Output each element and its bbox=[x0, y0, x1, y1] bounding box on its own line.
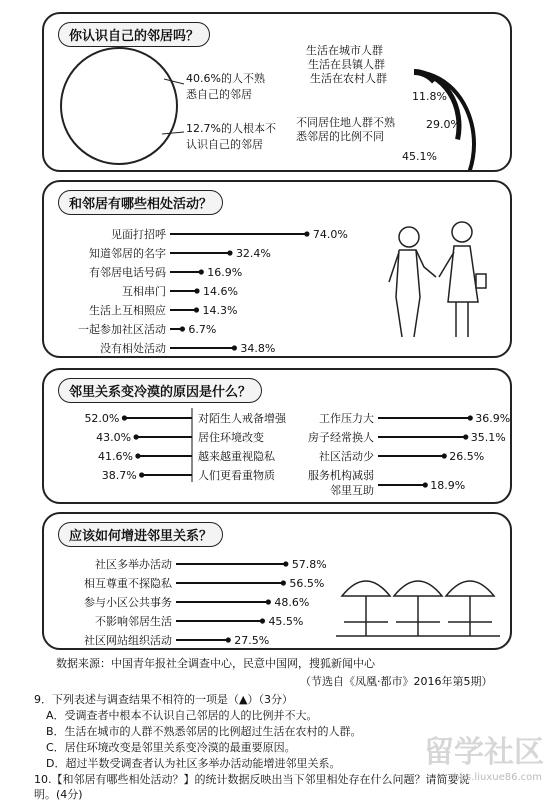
category-label: 参与小区公共事务 bbox=[84, 596, 172, 609]
bar-end-dot bbox=[260, 618, 265, 623]
arc-value-label-2: 11.8% bbox=[412, 90, 447, 103]
arc-annotation-line1: 不同居住地人群不熟 bbox=[296, 116, 395, 129]
watermark-url: bbs.liuxue86.com bbox=[453, 772, 542, 783]
improve-chart bbox=[44, 514, 510, 648]
value-label: 32.4% bbox=[235, 247, 271, 260]
question-9-option-d: D．超过半数受调查者认为社区多举办活动能增进邻里关系。 bbox=[46, 757, 341, 770]
category-label: 互相串门 bbox=[122, 285, 166, 298]
category-label: 社区多举办活动 bbox=[95, 558, 172, 571]
pie-slice-label-1b: 悉自己的邻居 bbox=[186, 88, 252, 101]
value-label: 48.6% bbox=[274, 596, 310, 609]
pie-circle bbox=[61, 48, 177, 164]
bar-end-dot bbox=[468, 415, 473, 420]
bar-end-dot bbox=[304, 231, 309, 236]
chart-title-activities: 和邻居有哪些相处活动？ bbox=[58, 190, 223, 215]
handshake-illustration bbox=[389, 222, 486, 337]
bar-end-dot bbox=[180, 326, 185, 331]
panel-activities bbox=[42, 180, 512, 358]
bar-end-dot bbox=[199, 269, 204, 274]
category-label: 居住环境改变 bbox=[198, 431, 264, 444]
category-label: 一起参加社区活动 bbox=[78, 323, 166, 336]
bar-end-dot bbox=[139, 472, 144, 477]
reasons-chart bbox=[44, 370, 510, 502]
category-label: 没有相处活动 bbox=[100, 342, 166, 355]
category-label: 知道邻居的名字 bbox=[89, 247, 166, 260]
pie-slice-label-2b: 认识自己的邻居 bbox=[186, 138, 263, 151]
category-label: 社区活动少 bbox=[319, 450, 374, 463]
question-9-option-c: C．居住环境改变是邻里关系变冷漠的最重要原因。 bbox=[46, 741, 296, 754]
value-label: 41.6% bbox=[97, 450, 133, 463]
bar-end-dot bbox=[134, 434, 139, 439]
question-9: 9．下列表述与调查结果不相符的一项是（▲）（3分） bbox=[34, 693, 293, 706]
panel-improve bbox=[42, 512, 512, 650]
arc-series-name-0: 生活在城市人群 bbox=[306, 44, 383, 57]
category-label: 社区网站组织活动 bbox=[84, 634, 172, 647]
bar-end-dot bbox=[135, 453, 140, 458]
chart-title-know-neighbors: 你认识自己的邻居吗？ bbox=[58, 22, 210, 47]
arc-series-name-1: 生活在县镇人群 bbox=[308, 58, 385, 71]
value-label: 14.6% bbox=[203, 285, 238, 298]
bar-end-dot bbox=[442, 453, 447, 458]
bar-end-dot bbox=[194, 288, 199, 293]
bar-end-dot bbox=[232, 345, 237, 350]
value-label: 43.0% bbox=[96, 431, 132, 444]
value-label: 18.9% bbox=[430, 479, 466, 492]
bar-end-dot bbox=[194, 307, 199, 312]
question-9-option-b: B．生活在城市的人群不熟悉邻居的比例超过生活在农村的人群。 bbox=[46, 725, 362, 738]
category-label: 服务机构减弱 bbox=[308, 469, 374, 482]
value-label: 14.3% bbox=[202, 304, 238, 317]
question-10-line2: 明。(4分) bbox=[34, 788, 83, 801]
category-label: 有邻居电话号码 bbox=[89, 266, 166, 279]
question-10-line1: 10.【和邻居有哪些相处活动？】的统计数据反映出当下邻里相处存在什么问题？请简要说 bbox=[34, 773, 470, 786]
bar-end-dot bbox=[266, 599, 271, 604]
value-label: 34.8% bbox=[240, 342, 276, 355]
umbrella-table-illustration bbox=[336, 581, 500, 636]
value-label: 57.8% bbox=[291, 558, 327, 571]
arc-value-label-0: 45.1% bbox=[402, 150, 437, 163]
category-label: 见面打招呼 bbox=[111, 228, 166, 241]
value-label: 26.5% bbox=[449, 450, 485, 463]
value-label: 35.1% bbox=[470, 431, 506, 444]
value-label: 27.5% bbox=[234, 634, 270, 647]
value-label: 38.7% bbox=[101, 469, 137, 482]
bar-end-dot bbox=[226, 637, 231, 642]
bar-end-dot bbox=[463, 434, 468, 439]
value-label: 52.0% bbox=[84, 412, 120, 425]
panel-reasons bbox=[42, 368, 512, 504]
pie-slice-label-1a: 40.6%的人不熟 bbox=[186, 72, 265, 85]
question-9-option-a: A．受调查者中根本不认识自己邻居的人的比例并不大。 bbox=[46, 709, 318, 722]
data-source: 数据来源：中国青年报社全调查中心，民意中国网，搜狐新闻中心 bbox=[56, 657, 375, 670]
arc-annotation-line2: 悉邻居的比例不同 bbox=[296, 130, 384, 143]
chart-title-reasons: 邻里关系变冷漠的原因是什么？ bbox=[58, 378, 262, 403]
bar-end-dot bbox=[227, 250, 232, 255]
activities-chart bbox=[44, 182, 510, 356]
value-label: 74.0% bbox=[312, 228, 348, 241]
category-label: 相互尊重不探隐私 bbox=[84, 577, 172, 590]
bar-end-dot bbox=[283, 561, 288, 566]
category-label: 不影响邻居生活 bbox=[95, 615, 172, 628]
bar-end-dot bbox=[281, 580, 286, 585]
bar-end-dot bbox=[122, 415, 127, 420]
watermark-logo: 留学社区 bbox=[424, 735, 544, 770]
value-label: 36.9% bbox=[475, 412, 510, 425]
category-label: 房子经常换人 bbox=[308, 431, 374, 444]
category-label: 对陌生人戒备增强 bbox=[198, 412, 286, 425]
chart-title-improve: 应该如何增进邻里关系？ bbox=[58, 522, 223, 547]
value-label: 16.9% bbox=[207, 266, 243, 279]
category-label: 人们更看重物质 bbox=[198, 469, 275, 482]
arc-series-name-2: 生活在农村人群 bbox=[310, 72, 387, 85]
know-neighbors-chart bbox=[44, 14, 510, 170]
value-label: 56.5% bbox=[289, 577, 325, 590]
pie-leader-1 bbox=[164, 79, 184, 84]
category-label: 生活上互相照应 bbox=[89, 304, 166, 317]
value-label: 45.5% bbox=[268, 615, 304, 628]
panel-know-neighbors bbox=[42, 12, 512, 172]
category-label-cont: 邻里互助 bbox=[330, 484, 374, 497]
category-label: 工作压力大 bbox=[319, 412, 374, 425]
category-label: 越来越重视隐私 bbox=[198, 450, 275, 463]
value-label: 6.7% bbox=[188, 323, 217, 336]
arc-value-label-1: 29.0% bbox=[426, 118, 461, 131]
bar-end-dot bbox=[423, 482, 428, 487]
pie-slice-label-2a: 12.7%的人根本不 bbox=[186, 122, 276, 135]
pie-leader-2 bbox=[162, 132, 184, 134]
excerpt-note: （节选自《凤凰·都市》2016年第5期） bbox=[300, 675, 493, 688]
